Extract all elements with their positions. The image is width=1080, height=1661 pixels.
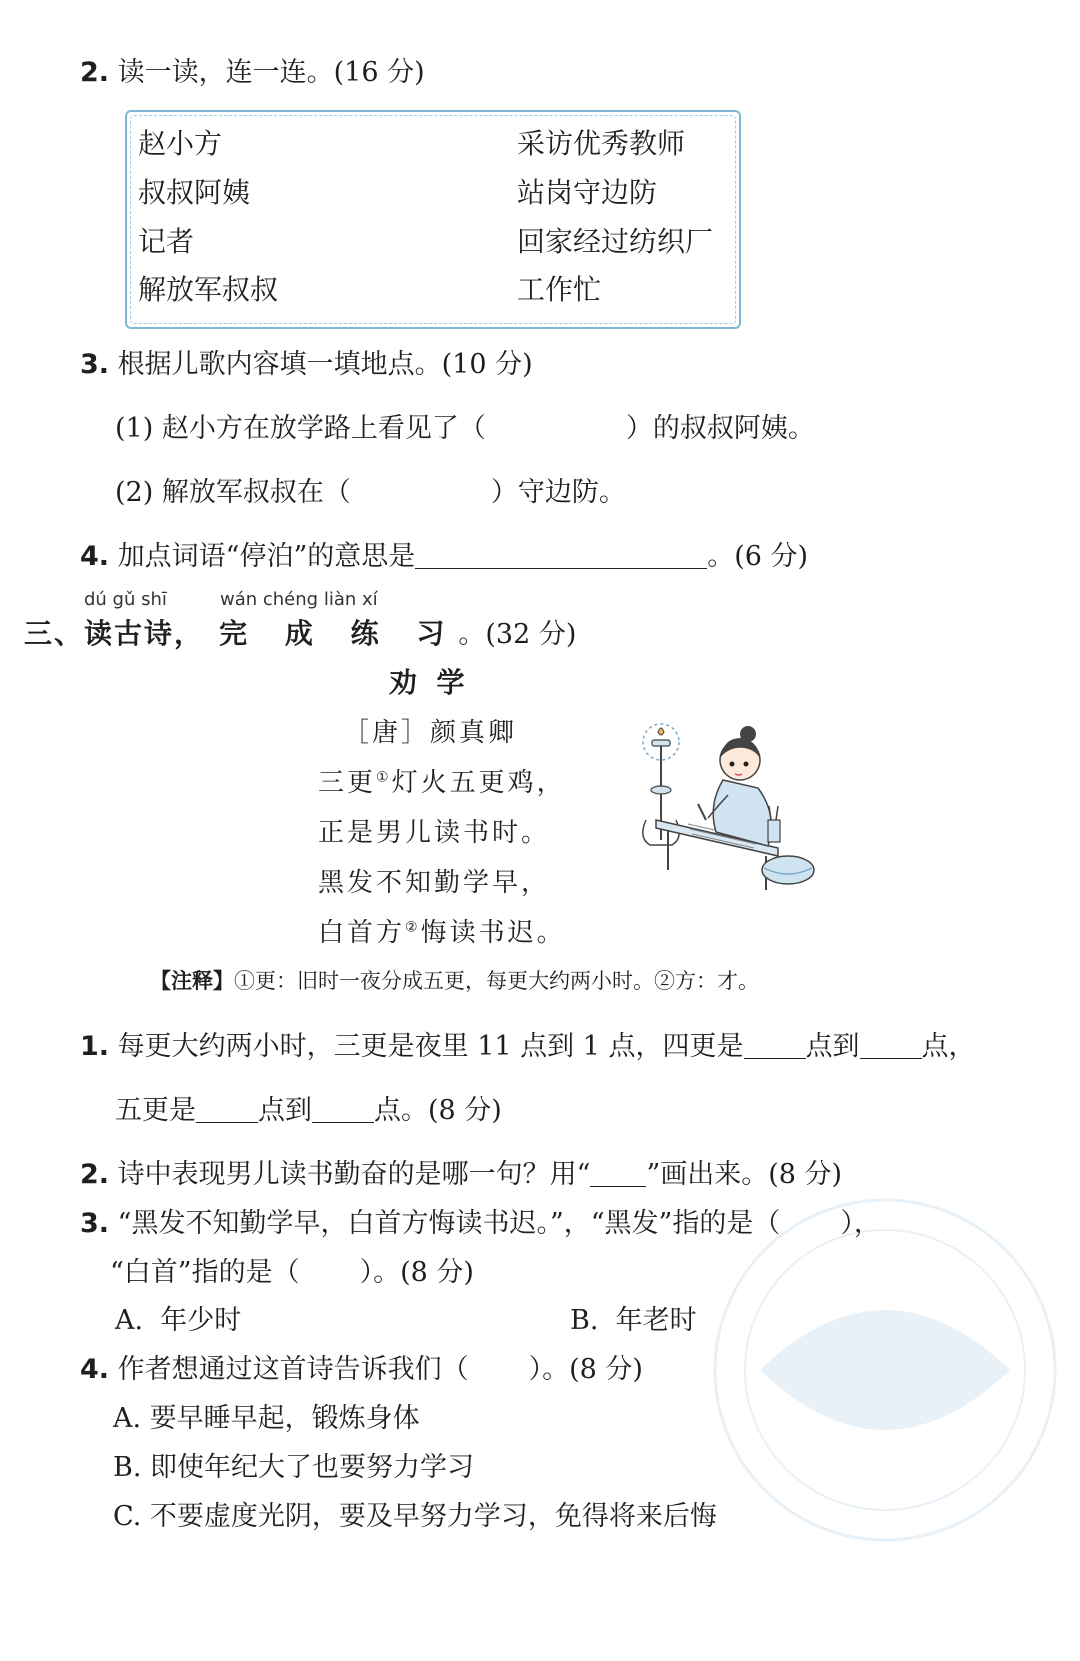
p3-option-b[interactable]: B. 年老时: [570, 1305, 697, 1336]
p1-text-d: 五更是: [115, 1095, 196, 1126]
match-right-2[interactable]: 站岗守边防: [517, 176, 658, 209]
p4-option-b[interactable]: B. 即使年纪大了也要努力学习: [113, 1452, 475, 1483]
q3-sub2-post: ）守边防。: [490, 477, 626, 508]
p1-line-2: [115, 1088, 502, 1127]
q2-prompt: [80, 50, 425, 89]
p2-pre: 诗中表现男儿读书勤奋的是哪一句？用“: [117, 1159, 591, 1190]
p4-post: ）。(8 分): [528, 1354, 643, 1385]
question-number: 3.: [80, 1208, 110, 1239]
match-right-4[interactable]: 工作忙: [517, 273, 602, 306]
q3-prompt: [80, 342, 533, 381]
question-number: 4.: [80, 541, 110, 572]
answer-line[interactable]: [415, 542, 707, 569]
q3-sub1-pre: (1) 赵小方在放学路上看见了（: [115, 413, 486, 444]
answer-blank[interactable]: [196, 1096, 258, 1123]
p3-text-b: ），: [840, 1208, 881, 1239]
note-label: 【注释】: [150, 969, 234, 993]
q4-post: 。(6 分): [707, 541, 809, 572]
p3-text-d: ）。(8 分): [359, 1257, 474, 1288]
note-text: ①更：旧时一夜分成五更，每更大约两小时。②方：才。: [234, 969, 759, 993]
p3-line-2: [110, 1250, 474, 1289]
p4-prompt: [80, 1347, 643, 1386]
section3-title-b: 完 成 练 习: [219, 617, 459, 650]
poem-line-1-b: 灯火五更鸡，: [391, 768, 566, 798]
footnote-mark: ①: [376, 769, 392, 786]
question-number: 2.: [80, 1159, 110, 1190]
section3-title: [24, 612, 576, 652]
p2-post: ”画出来。(8 分): [646, 1159, 843, 1190]
question-number: 1.: [80, 1031, 110, 1062]
poem-line-1-a: 三更: [318, 768, 377, 798]
q2-text: 读一读，连一连。(16 分): [117, 57, 425, 88]
p1-line-1: [80, 1024, 976, 1063]
pinyin-wan-cheng-lian-xi: wán chéng liàn xí: [220, 589, 378, 610]
watermark-decoration: [700, 1190, 1070, 1550]
p3-text-c: “白首”指的是（: [110, 1257, 300, 1288]
p1-text-f: 点。(8 分): [374, 1095, 502, 1126]
p2-prompt: [80, 1152, 842, 1191]
p4-option-a[interactable]: A. 要早睡早起，锻炼身体: [113, 1403, 420, 1434]
section3-score: 。(32 分): [458, 619, 577, 650]
p3-option-a[interactable]: A. 年少时: [115, 1305, 242, 1336]
poem-author: ［唐］颜真卿: [343, 718, 518, 748]
poem-title: 劝 学: [389, 666, 465, 699]
p1-text-e: 点到: [258, 1095, 312, 1126]
poem-line-3: 黑发不知勤学早，: [318, 868, 551, 898]
poem-line-1: [318, 762, 566, 799]
poem-line-4-a: 白首方: [318, 918, 406, 948]
p3-text-a: “黑发不知勤学早，白首方悔读书迟。”，“黑发”指的是（: [117, 1208, 781, 1239]
p4-pre: 作者想通过这首诗告诉我们（: [117, 1354, 469, 1385]
answer-blank[interactable]: [860, 1032, 922, 1059]
p1-text-a: 每更大约两小时，三更是夜里 11 点到 1 点，四更是: [117, 1031, 744, 1062]
footnote-mark: ②: [405, 919, 421, 936]
q3-text: 根据儿歌内容填一填地点。(10 分): [117, 349, 533, 380]
answer-blank[interactable]: [312, 1096, 374, 1123]
scholar-illustration: [628, 720, 818, 900]
answer-blank[interactable]: [744, 1032, 806, 1059]
match-left-2[interactable]: 叔叔阿姨: [138, 176, 251, 209]
q4-pre: 加点词语“停泊”的意思是: [117, 541, 416, 572]
q3-sub2-pre: (2) 解放军叔叔在（: [115, 477, 351, 508]
q3-sub2: [115, 470, 626, 509]
section3-title-a: 三、读古诗，: [24, 617, 205, 650]
p1-text-c: 点，: [921, 1031, 976, 1062]
q3-sub1-post: ）的叔叔阿姨。: [625, 413, 815, 444]
p1-text-b: 点到: [805, 1031, 860, 1062]
match-left-1[interactable]: 赵小方: [138, 127, 223, 160]
poem-note: [150, 965, 759, 995]
poem-line-4: [318, 912, 566, 949]
p4-option-c[interactable]: C. 不要虚度光阴，要及早努力学习，免得将来后悔: [113, 1501, 717, 1532]
match-right-3[interactable]: 回家经过纺织厂: [517, 225, 714, 258]
poem-line-2: 正是男儿读书时。: [318, 818, 551, 848]
question-number: 4.: [80, 1354, 110, 1385]
poem-line-4-b: 悔读书迟。: [420, 918, 566, 948]
underline-sample: [590, 1160, 646, 1187]
question-number: 3.: [80, 349, 110, 380]
match-left-4[interactable]: 解放军叔叔: [138, 273, 279, 306]
match-right-1[interactable]: 采访优秀教师: [517, 127, 686, 160]
match-left-3[interactable]: 记者: [138, 225, 195, 258]
question-number: 2.: [80, 57, 110, 88]
q4-prompt: [80, 534, 808, 573]
q3-sub1: [115, 406, 815, 445]
pinyin-du-gu-shi: dú gǔ shī: [84, 589, 167, 610]
